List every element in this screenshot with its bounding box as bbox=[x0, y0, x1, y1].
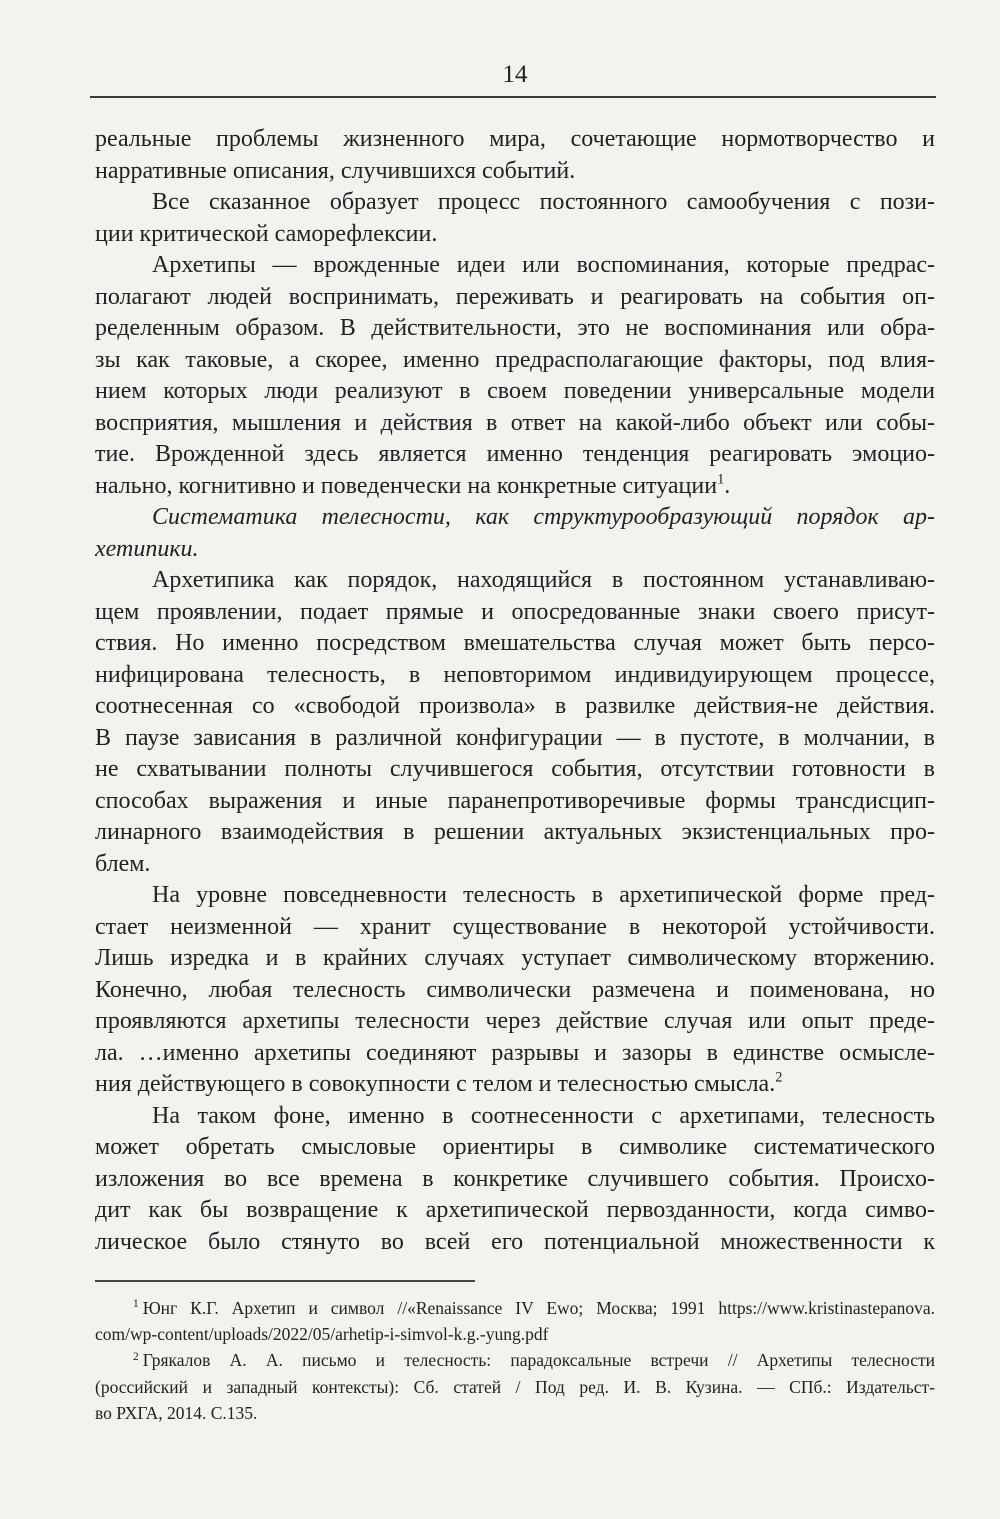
text-line: ствия. Но именно посредством вмешательства случая может быть персо- bbox=[95, 630, 935, 656]
text-line: проявляются архетипы телесности через действие случая или опыт преде- bbox=[95, 1008, 935, 1034]
paragraph bbox=[95, 187, 935, 250]
text-line: Лишь изредка и в крайних случаях уступает символическому вторжению. bbox=[95, 945, 935, 971]
text-line: нарративные описания, случившихся событий. bbox=[95, 157, 576, 184]
footnote-line bbox=[95, 1400, 935, 1426]
text-line: не схватывании полноты случившегося события, отсутствии готовности в bbox=[95, 756, 935, 782]
footnote bbox=[95, 1295, 935, 1347]
text-line: На уровне повседневности телесность в архетипической форме пред- bbox=[152, 882, 935, 908]
text-line: Архетипика как порядок, находящийся в постоянном устанавливаю- bbox=[152, 567, 935, 593]
text-line: лическое было стянуто во всей его потенциальной множественности к bbox=[95, 1228, 935, 1255]
text-line bbox=[95, 471, 935, 503]
page-number: 14 bbox=[502, 61, 528, 88]
italic-subheading-paragraph bbox=[95, 502, 935, 565]
text-line: Систематика телесности, как структурообразующий порядок ар- bbox=[152, 504, 935, 530]
text-line: щем проявлении, подает прямые и опосредованные знаки своего присут- bbox=[95, 598, 935, 625]
text-line-content: нально, когнитивно и поведенчески на конкретные ситуации bbox=[95, 472, 718, 499]
footnotes bbox=[95, 1295, 935, 1426]
text-line: дит как бы возвращение к архетипической первозданности, когда симво- bbox=[95, 1197, 935, 1223]
text-line: хетипики. bbox=[95, 535, 199, 562]
text-line: изложения во все времена в конкретике случившего события. Происхо- bbox=[95, 1165, 935, 1192]
text-line-content: ния действующего в совокупности с телом и телесностью смысла. bbox=[95, 1071, 776, 1097]
footnote-line-text: com/wp-content/uploads/2022/05/arhetip-i-simvol-k.g.-yung.pdf bbox=[95, 1324, 549, 1345]
body-text bbox=[95, 124, 935, 1258]
text-line: линарного взаимодействия в решении актуальных экзистенциальных про- bbox=[95, 819, 935, 845]
footnote-line-text: во РХГА, 2014. С.135. bbox=[95, 1402, 258, 1423]
footnote-line-text: Грякалов А. А. письмо и телесность: парадоксальные встречи // Архетипы телесности bbox=[142, 1350, 935, 1371]
footnote-marker: 1 bbox=[133, 1298, 139, 1311]
text-line: ции критической саморефлексии. bbox=[95, 220, 438, 247]
footnote-reference: 2 bbox=[775, 1069, 783, 1086]
paragraph bbox=[95, 124, 935, 187]
paragraph bbox=[95, 565, 935, 880]
footnote bbox=[95, 1347, 935, 1426]
text-line-tail: . bbox=[724, 472, 731, 499]
footnote-line bbox=[95, 1321, 935, 1347]
text-line: стает неизменной — хранит существование в некоторой устойчивости. bbox=[95, 913, 935, 940]
text-line bbox=[95, 1069, 935, 1101]
text-line: На таком фоне, именно в соотнесенности с архетипами, телесность bbox=[152, 1102, 935, 1129]
text-line: способах выражения и иные паранепротиворечивые формы трансдисцип- bbox=[95, 787, 935, 814]
text-line: соотнесенная со «свободой произвола» в развилке действия-не действия. bbox=[95, 693, 935, 719]
text-line: В паузе зависания в различной конфигурации — в пустоте, в молчании, в bbox=[95, 724, 935, 751]
text-line: Все сказанное образует процесс постоянного самообучения с пози- bbox=[152, 189, 935, 215]
text-line: ределенным образом. В действительности, это не воспоминания или обра- bbox=[95, 315, 935, 341]
text-line: нием которых люди реализуют в своем поведении универсальные модели bbox=[95, 378, 935, 404]
text-line: блем. bbox=[95, 850, 151, 877]
footnote-marker: 2 bbox=[133, 1350, 139, 1363]
footnote-line bbox=[95, 1374, 935, 1400]
footnote-separator bbox=[95, 1280, 475, 1282]
text-line: тие. Врожденной здесь является именно тенденция реагировать эмоцио- bbox=[95, 441, 935, 467]
paragraph bbox=[95, 250, 935, 502]
text-line: Архетипы — врожденные идеи или воспоминания, которые предрас- bbox=[152, 252, 935, 278]
text-line: нифицирована телесность, в неповторимом индивидуирующем процессе, bbox=[95, 661, 935, 688]
header-rule bbox=[90, 96, 936, 98]
paragraph bbox=[95, 880, 935, 1101]
text-line: восприятия, мышления и действия в ответ на какой-либо объект или собы- bbox=[95, 409, 935, 436]
text-line: ла. …именно архетипы соединяют разрывы и зазоры в единстве осмысле- bbox=[95, 1039, 935, 1066]
footnote-line bbox=[95, 1295, 935, 1321]
footnote-reference: 1 bbox=[717, 471, 725, 488]
text-line: Конечно, любая телесность символически размечена и поименована, но bbox=[95, 976, 935, 1003]
text-line: может обретать смысловые ориентиры в символике систематического bbox=[95, 1134, 935, 1160]
text-line: полагают людей воспринимать, переживать и реагировать на события оп- bbox=[95, 283, 935, 310]
paragraph bbox=[95, 1101, 935, 1259]
footnote-line-text: (российский и западный контексты): Сб. статей / Под ред. И. В. Кузина. — СПб.: Издательст- bbox=[95, 1376, 935, 1397]
footnote-line-text: Юнг К.Г. Архетип и символ //«Renaissance IV Ewo; Москва; 1991 https://www.kristinastepanova. bbox=[142, 1298, 935, 1318]
text-line: зы как таковые, а скорее, именно предрасполагающие факторы, под влия- bbox=[95, 346, 935, 373]
text-line: реальные проблемы жизненного мира, сочетающие нормотворчество и bbox=[95, 126, 935, 152]
footnote-line bbox=[95, 1347, 935, 1373]
